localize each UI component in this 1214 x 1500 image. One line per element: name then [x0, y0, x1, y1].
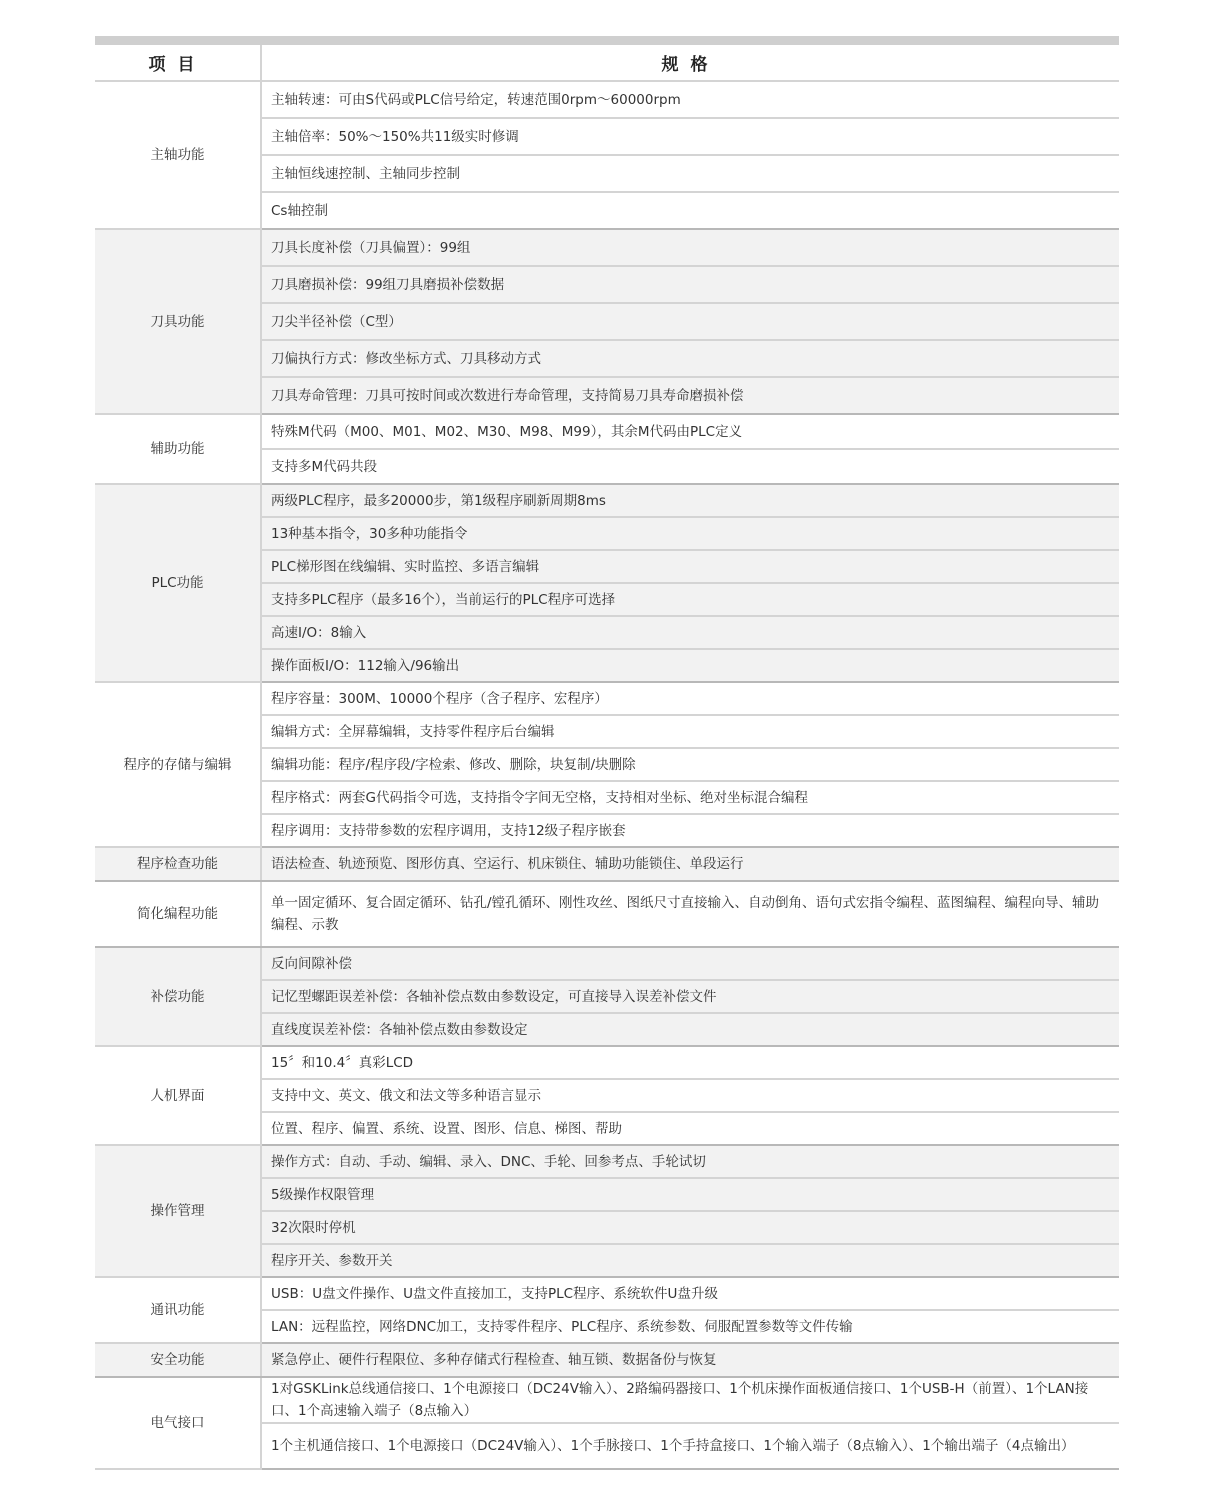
spec-cell: 刀具磨损补偿：99组刀具磨损补偿数据	[261, 266, 1119, 303]
spec-cell: 反向间隙补偿	[261, 947, 1119, 980]
spec-cell: 程序容量：300M、10000个程序（含子程序、宏程序）	[261, 682, 1119, 715]
spec-cell: 操作方式：自动、手动、编辑、录入、DNC、手轮、回参考点、手轮试切	[261, 1145, 1119, 1178]
table-row	[95, 682, 1119, 715]
spec-cell: 1个主机通信接口、1个电源接口（DC24V输入）、1个手脉接口、1个手持盒接口、1个输入端子（8点输入）、1个输出端子（4点输出）	[261, 1423, 1119, 1469]
category-cell: 程序检查功能	[95, 847, 261, 881]
spec-sheet	[95, 36, 1119, 1470]
spec-cell: 32次限时停机	[261, 1211, 1119, 1244]
spec-cell: 语法检查、轨迹预览、图形仿真、空运行、机床锁住、辅助功能锁住、单段运行	[261, 847, 1119, 881]
table-row	[95, 1277, 1119, 1310]
category-cell: PLC功能	[95, 484, 261, 682]
table-row	[95, 947, 1119, 980]
category-cell: 刀具功能	[95, 229, 261, 414]
table-row	[95, 1046, 1119, 1079]
spec-cell: 程序开关、参数开关	[261, 1244, 1119, 1277]
spec-cell: 支持中文、英文、俄文和法文等多种语言显示	[261, 1079, 1119, 1112]
spec-cell: PLC梯形图在线编辑、实时监控、多语言编辑	[261, 550, 1119, 583]
spec-cell: 两级PLC程序，最多20000步，第1级程序刷新周期8ms	[261, 484, 1119, 517]
category-cell: 安全功能	[95, 1343, 261, 1377]
spec-cell: 刀具寿命管理：刀具可按时间或次数进行寿命管理，支持简易刀具寿命磨损补偿	[261, 377, 1119, 414]
table-row	[95, 881, 1119, 947]
spec-cell: 支持多M代码共段	[261, 449, 1119, 484]
category-cell: 操作管理	[95, 1145, 261, 1277]
spec-cell: 5级操作权限管理	[261, 1178, 1119, 1211]
spec-table-body	[95, 81, 1119, 1469]
category-cell: 简化编程功能	[95, 881, 261, 947]
spec-cell: 特殊M代码（M00、M01、M02、M30、M98、M99），其余M代码由PLC定义	[261, 414, 1119, 449]
table-row	[95, 484, 1119, 517]
category-cell: 补偿功能	[95, 947, 261, 1046]
category-cell: 主轴功能	[95, 81, 261, 229]
header-spec: 规格	[261, 45, 1119, 81]
spec-cell: 刀偏执行方式：修改坐标方式、刀具移动方式	[261, 340, 1119, 377]
top-divider-bar	[95, 36, 1119, 45]
spec-cell: 支持多PLC程序（最多16个），当前运行的PLC程序可选择	[261, 583, 1119, 616]
spec-cell: 直线度误差补偿：各轴补偿点数由参数设定	[261, 1013, 1119, 1046]
spec-cell: 操作面板I/O：112输入/96输出	[261, 649, 1119, 682]
table-header-row	[95, 45, 1119, 81]
table-row	[95, 414, 1119, 449]
spec-cell: 13种基本指令，30多种功能指令	[261, 517, 1119, 550]
spec-cell: 1对GSKLink总线通信接口、1个电源接口（DC24V输入）、2路编码器接口、1个机床操作面板通信接口、1个USB-H（前置）、1个LAN接口、1个高速输入端子（8点输入）	[261, 1377, 1119, 1423]
category-cell: 辅助功能	[95, 414, 261, 484]
spec-cell: LAN：远程监控，网络DNC加工，支持零件程序、PLC程序、系统参数、伺服配置参数等文件传输	[261, 1310, 1119, 1343]
spec-cell: 程序格式：两套G代码指令可选，支持指令字间无空格，支持相对坐标、绝对坐标混合编程	[261, 781, 1119, 814]
table-row	[95, 1377, 1119, 1423]
spec-cell: 主轴倍率：50%～150%共11级实时修调	[261, 118, 1119, 155]
spec-cell: 位置、程序、偏置、系统、设置、图形、信息、梯图、帮助	[261, 1112, 1119, 1145]
spec-cell: 15〞和10.4〞真彩LCD	[261, 1046, 1119, 1079]
spec-table	[95, 45, 1119, 1470]
spec-cell: Cs轴控制	[261, 192, 1119, 229]
spec-cell: 主轴恒线速控制、主轴同步控制	[261, 155, 1119, 192]
table-row	[95, 1343, 1119, 1377]
spec-cell: 主轴转速：可由S代码或PLC信号给定，转速范围0rpm～60000rpm	[261, 81, 1119, 118]
category-cell: 电气接口	[95, 1377, 261, 1469]
table-row	[95, 229, 1119, 266]
table-row	[95, 847, 1119, 881]
spec-cell: 单一固定循环、复合固定循环、钻孔/镗孔循环、刚性攻丝、图纸尺寸直接输入、自动倒角、语句式宏指令编程、蓝图编程、编程向导、辅助编程、示教	[261, 881, 1119, 947]
category-cell: 程序的存储与编辑	[95, 682, 261, 847]
category-cell: 通讯功能	[95, 1277, 261, 1343]
header-item: 项目	[95, 45, 261, 81]
spec-cell: 高速I/O：8输入	[261, 616, 1119, 649]
spec-cell: 程序调用：支持带参数的宏程序调用，支持12级子程序嵌套	[261, 814, 1119, 847]
spec-cell: 刀具长度补偿（刀具偏置）：99组	[261, 229, 1119, 266]
spec-cell: 紧急停止、硬件行程限位、多种存储式行程检查、轴互锁、数据备份与恢复	[261, 1343, 1119, 1377]
spec-cell: 刀尖半径补偿（C型）	[261, 303, 1119, 340]
category-cell: 人机界面	[95, 1046, 261, 1145]
table-row	[95, 1145, 1119, 1178]
spec-cell: 编辑功能：程序/程序段/字检索、修改、删除，块复制/块删除	[261, 748, 1119, 781]
spec-cell: 编辑方式：全屏幕编辑，支持零件程序后台编辑	[261, 715, 1119, 748]
table-row	[95, 81, 1119, 118]
spec-cell: 记忆型螺距误差补偿：各轴补偿点数由参数设定，可直接导入误差补偿文件	[261, 980, 1119, 1013]
spec-cell: USB：U盘文件操作、U盘文件直接加工，支持PLC程序、系统软件U盘升级	[261, 1277, 1119, 1310]
